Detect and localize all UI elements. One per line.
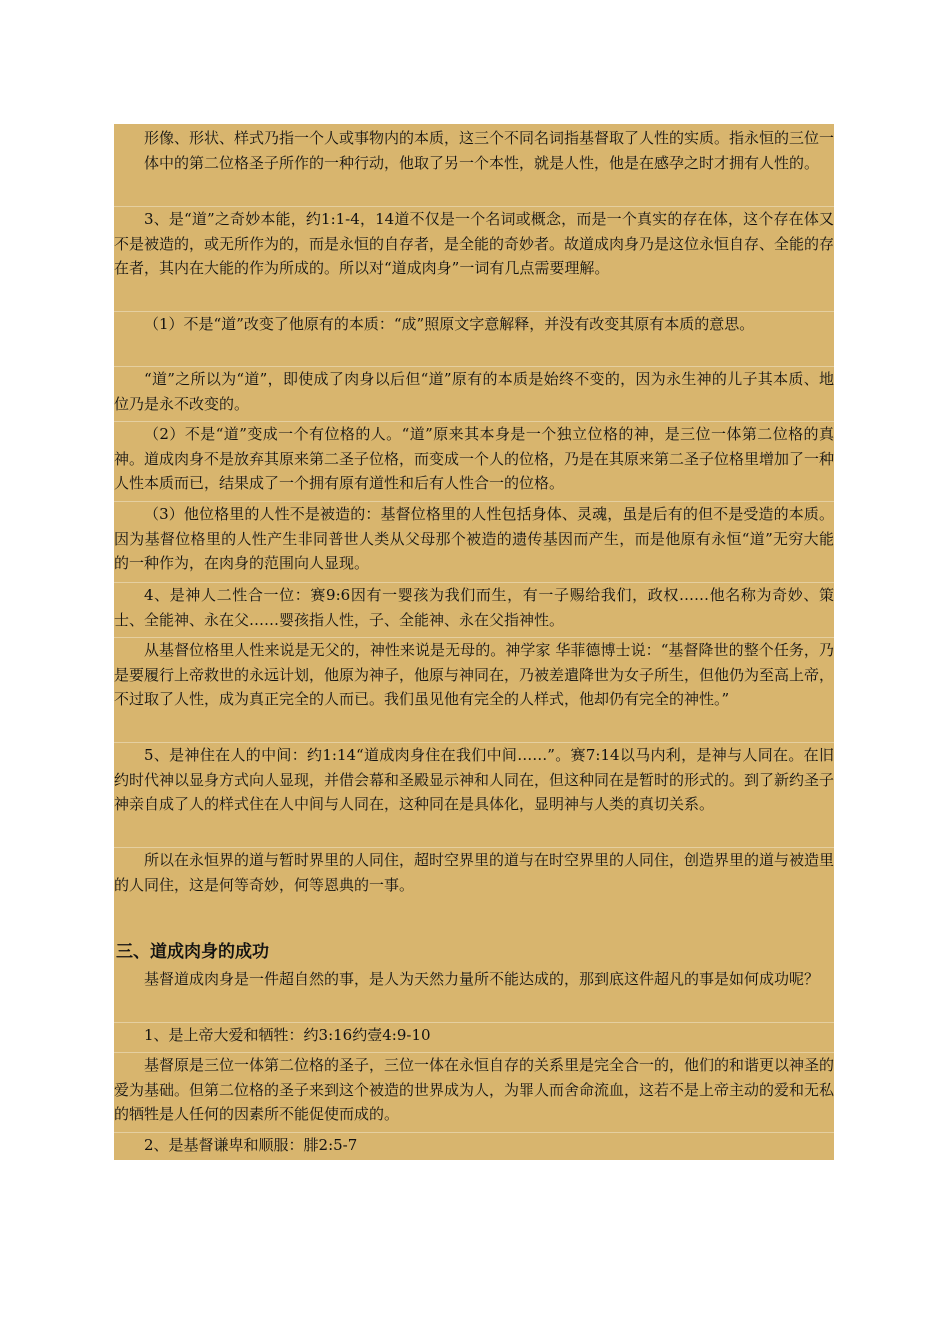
paragraph: （3）他位格里的人性不是被造的：基督位格里的人性包括身体、灵魂，虽是后有的但不是受造的本质。因为基督位格里的人性产生非同普世人类从父母那个被造的遗传基因而产生，而是他原有永恒“道”无穷大能的一种作为，在肉身的范围向人显现。: [114, 501, 834, 576]
content-block: [114, 124, 834, 1160]
paragraph: 1、是上帝大爱和牺牲：约3:16约壹4:9-10: [114, 1022, 834, 1048]
paragraph: 5、是神住在人的中间：约1:14“道成肉身住在我们中间……”。赛7:14以马内利，是神与人同在。在旧约时代神以显身方式向人显现，并借会幕和圣殿显示神和人同在，但这种同在是暂时的形式的。到了新约圣子神亲自成了人的样式住在人中间与人同在，这种同在是具体化，显明神与人类的真切关系。: [114, 742, 834, 817]
paragraph: 形像、形状、样式乃指一个人或事物内的本质，这三个不同名词指基督取了人性的实质。指永恒的三位一体中的第二位格圣子所作的一种行动，他取了另一个本性，就是人性，他是在感孕之时才拥有人性的。: [144, 129, 835, 172]
paragraph: 2、是基督谦卑和顺服：腓2:5-7: [114, 1132, 834, 1158]
paragraph: （2）不是“道”变成一个有位格的人。“道”原来其本身是一个独立位格的神，是三位一体第二位格的真神。道成肉身不是放弃其原来第二圣子位格，而变成一个人的位格，乃是在其原来第二圣子位格里增加了一种人性本质而已，结果成了一个拥有原有道性和后有人性合一的位格。: [114, 421, 834, 496]
paragraph: 所以在永恒界的道与暂时界里的人同住，超时空界里的道与在时空界里的人同住，创造界里的道与被造里的人同住，这是何等奇妙，何等恩典的一事。: [114, 847, 834, 897]
paragraph: 基督道成肉身是一件超自然的事，是人为天然力量所不能达成的，那到底这件超凡的事是如何成功呢？: [144, 970, 820, 988]
paragraph: （1）不是“道”改变了他原有的本质：“成”照原文字意解释，并没有改变其原有本质的意思。: [114, 311, 834, 337]
paragraph: 基督原是三位一体第二位格的圣子，三位一体在永恒自存的关系里是完全合一的，他们的和谐更以神圣的爱为基础。但第二位格的圣子来到这个被造的世界成为人，为罪人而舍命流血，这若不是上帝主动的爱和无私的牺牲是人任何的因素所不能促使而成的。: [114, 1052, 834, 1127]
paragraph: 3、是“道”之奇妙本能，约1:1-4，14道不仅是一个名词或概念，而是一个真实的存在体，这个存在体又不是被造的，或无所作为的，而是永恒的自存者，是全能的奇妙者。故道成肉身乃是这位永恒自存、全能的存在者，其内在大能的作为所成的。所以对“道成肉身”一词有几点需要理解。: [114, 206, 834, 281]
paragraph: “道”之所以为“道”，即使成了肉身以后但“道”原有的本质是始终不变的，因为永生神的儿子其本质、地位乃是永不改变的。: [114, 366, 834, 416]
paragraph: 4、是神人二性合一位：赛9:6因有一婴孩为我们而生，有一子赐给我们，政权……他名称为奇妙、策士、全能神、永在父……婴孩指人性，子、全能神、永在父指神性。: [114, 582, 834, 632]
paragraph: 从基督位格里人性来说是无父的，神性来说是无母的。神学家 华菲德博士说：“基督降世的整个任务，乃是要履行上帝救世的永远计划，他原为神子，他原与神同在，乃被差遣降世为女子所生，但他仍为至高上帝，不过取了人性，成为真正完全的人而已。我们虽见他有完全的人样式，他却仍有完全的神性。”: [114, 637, 834, 712]
section-heading: 三、道成肉身的成功: [116, 942, 269, 962]
